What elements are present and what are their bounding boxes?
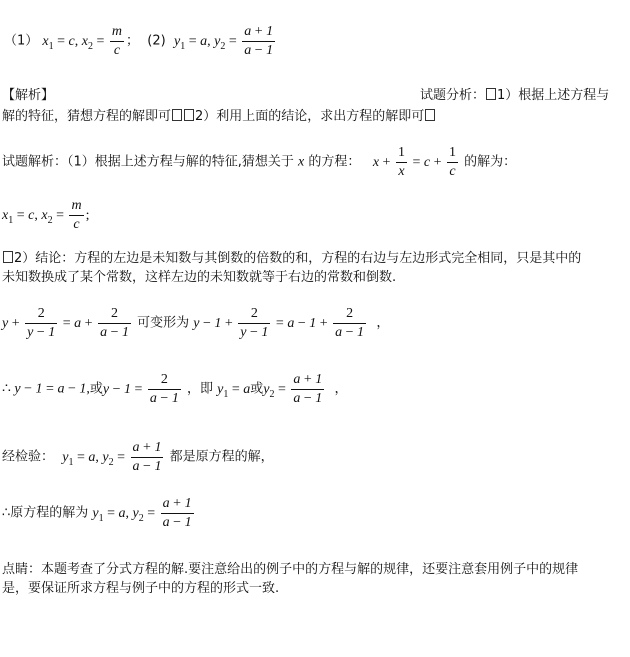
comment-line-1: 点睛：本题考查了分式方程的解.要注意给出的例子中的方程与解的规律，还要注意套用例子中的规律 [2,562,579,577]
transform-equation: y + $\frac{2}{y - 1}$ = a + $\frac{2}{a - 1}$ 可变形为 y − 1 + $\frac{2}{y - 1}$ = a − 1 + $\frac{2}{a - 1}$ ， [2,306,390,340]
check-label: 经检验： [2,449,55,465]
check-line: 经检验： $y_1 = a$, $y_2$ = $\frac{a + 1}{a - 1}$ 都是原方程的解， [2,440,274,474]
or-word-1: 或 [89,381,103,397]
final-label: ∴原方程的解为 [2,505,89,521]
missing-glyph-icon [184,109,194,121]
hint-right [420,84,609,103]
transform-word: 可变形为 [137,315,190,331]
analysis-heading: 【解析】 [2,88,55,103]
answer-part2-label: (2) [147,33,166,49]
answer-line [4,24,277,59]
therefore-line: ∴ y − 1 = a − 1,或y − 1 = $\frac{2}{a - 1}$ ，即 $y_1 = a$或$y_2$ = $\frac{a + 1}{a - 1}$ ， [2,372,348,406]
comment-line-2: 是，要保证所求方程与例子中的方程的形式一致. [2,581,280,596]
solution-intro-text: 试题解析：（1）根据上述方程与解的特征,猜想关于 [2,154,294,170]
check-tail: 都是原方程的解， [169,449,274,465]
hint-line-2 [2,105,436,124]
conclusion-text-1: 2）结论：方程的左边是未知数与其倒数的倍数的和，方程的右边与左边形式完全相同，只是其中的 [14,251,582,266]
solution-intro [2,145,516,180]
solution-intro-text-c: 的解为： [464,154,517,170]
solution-roots: $x_1 = c$, $x_2$ = $\frac{m}{c}$ ; [2,198,90,232]
equation-original: x + $\frac{1}{x}$ = c + $\frac{1}{c}$ [372,145,456,179]
or-word-2: 或 [250,381,264,397]
hint-text-2a: 解的特征，猜想方程的解即可 [2,109,172,124]
missing-glyph-icon [425,109,435,121]
solution-intro-text-b: 的方程： [308,154,361,170]
conclusion-line-1 [2,247,581,266]
missing-glyph-icon [172,109,182,121]
missing-glyph-icon [3,251,13,263]
namely-word: ，即 [186,381,213,397]
hint-text-2b: 2）利用上面的结论，求出方程的解即可 [195,109,425,124]
conclusion-line-2: 未知数换成了某个常数，这样左边的未知数就等于右边的常数和倒数. [2,270,397,285]
hint-label: 试题分析： [420,88,486,103]
hint-text-1: 1）根据上述方程与 [497,88,610,103]
missing-glyph-icon [486,88,496,100]
answer-part1-formula: $x_1 = c$, $x_2$ = $\frac{m}{c}$ [42,24,123,58]
answer-part2-formula: $y_1 = a$, $y_2$ = $\frac{a + 1}{a - 1}$ [173,24,274,58]
answer-part1-label: （1） [4,33,39,49]
variable-x: x [298,154,305,170]
answer-separator: ； [126,33,140,49]
final-answer-line: ∴原方程的解为 $y_1 = a$, $y_2$ = $\frac{a + 1}{a - 1}$ [2,496,192,530]
